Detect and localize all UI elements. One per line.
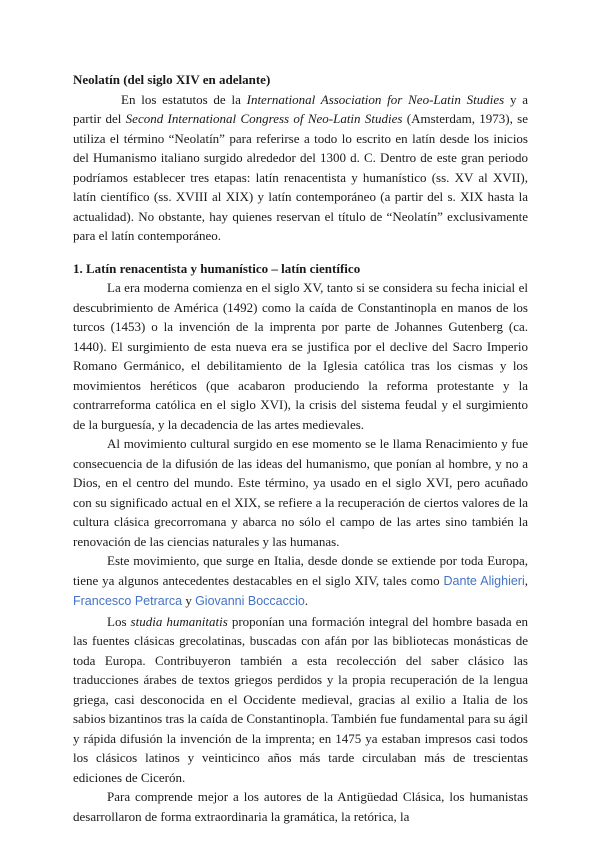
intro-text-3: (Amsterdam, 1973), se utiliza el término “Neolatín” para referirse a todo lo escrito en latín desde los inicios del Humanismo italiano surgido alrededor del 1300 d. C. Dentro de este gran periodo podríamos establecer tres etapas: latín renacentista y humanístico (ss. XV al XVII), latín científico (ss. XVIII al XIX) y latín contemporáneo (a partir del s. XIX hasta la actualidad). No obstante, hay quienes reservan el título de “Neolatín” exclusivamente para el latín contemporáneo. (73, 111, 529, 243)
link-francesco-petrarca[interactable]: Francesco Petrarca (73, 594, 183, 608)
link-giovanni-boccaccio[interactable]: Giovanni Boccaccio (195, 594, 305, 608)
document-title: Neolatín (del siglo XIV en adelante) (73, 72, 271, 87)
section-1-paragraph-1: La era moderna comienza en el siglo XV, tanto si se considera su fecha inicial el descubrimiento de América (1492) como la caída de Constantinopla en manos de los turcos (1453) o la invención de la imprenta por parte de Johannes Gutenberg (ca. 1440). El surgimiento de esta nueva era se justifica por el declive del Sacro Imperio Romano Germánico, el debilitamiento de la Iglesia católica tras los cismas y los movimientos heréticos (que acabaron produciendo la reforma protestante y la contrarreforma católica en el siglo XVI), la crisis del sistema feudal y el surgimiento de la burguesía, y la decadencia de las artes medievales. (73, 280, 528, 432)
intro-paragraph (73, 90, 528, 246)
link-dante-alighieri[interactable]: Dante Alighieri (443, 573, 525, 588)
intro-text-1: En los estatutos de la (121, 91, 247, 107)
section-1-paragraph-5: Para comprende mejor a los autores de la Antigüedad Clásica, los humanistas desarrollaron de forma extraordinaria la gramática, la retórica, la (73, 789, 528, 824)
intro-text-2: y a partir del (73, 91, 528, 126)
paragraph-3-end: . (304, 593, 309, 608)
paragraph-4-start: Los (107, 613, 131, 629)
intro-italic-association: International Association for Neo-Latin Studies (246, 91, 505, 107)
paragraph-3-text: Este movimiento, que surge en Italia, desde donde se extiende por toda Europa, tiene ya algunos antecedentes destacables en el siglo XIV, tales como (73, 553, 528, 588)
section-1-paragraph-2: Al movimiento cultural surgido en ese momento se le llama Renacimiento y fue consecuencia de la difusión de las ideas del humanismo, que ponían al hombre, y no a Dios, en el centro del mundo. Este término, ya usado en el siglo XVI, pero acuñado con su significado actual en el XIX, se refiere a la recuperación de ciertos valores de la cultura clásica grecorromana y abarca no sólo el campo de las artes sino también la renovación de las ciencias naturales y las humanas. (73, 436, 528, 549)
section-1-paragraph-4 (73, 612, 528, 788)
paragraph-3-sep-2: y (182, 593, 196, 608)
intro-italic-congress: Second International Congress of Neo-Latin Studies (125, 111, 403, 126)
section-1-heading: 1. Latín renacentista y humanístico – latín científico (73, 260, 361, 276)
paragraph-3-sep-1: , (524, 572, 528, 588)
paragraph-4-italic-studia: studia humanitatis (130, 613, 228, 629)
paragraph-4-rest: proponían una formación integral del hombre basada en las fuentes clásicas grecolatinas, buscadas con afán por las bibliotecas monásticas de toda Europa. Contribuyeron también a esta recolección del saber clásico las traducciones árabes de textos griegos perdidos y la propia recuperación de la lengua griega, casi desconocida en el Occidente medieval, gracias al exilio a Italia de los sabios bizantinos tras la caída de Constantinopla. También fue fundamental para su ágil y rápida difusión la invención de la imprenta; en 1475 ya estaban impresos casi todos los clásicos latinos y veinticinco años más tarde circulaban más de trescientas ediciones de Cicerón. (73, 613, 528, 785)
section-1-paragraph-3 (73, 551, 528, 612)
